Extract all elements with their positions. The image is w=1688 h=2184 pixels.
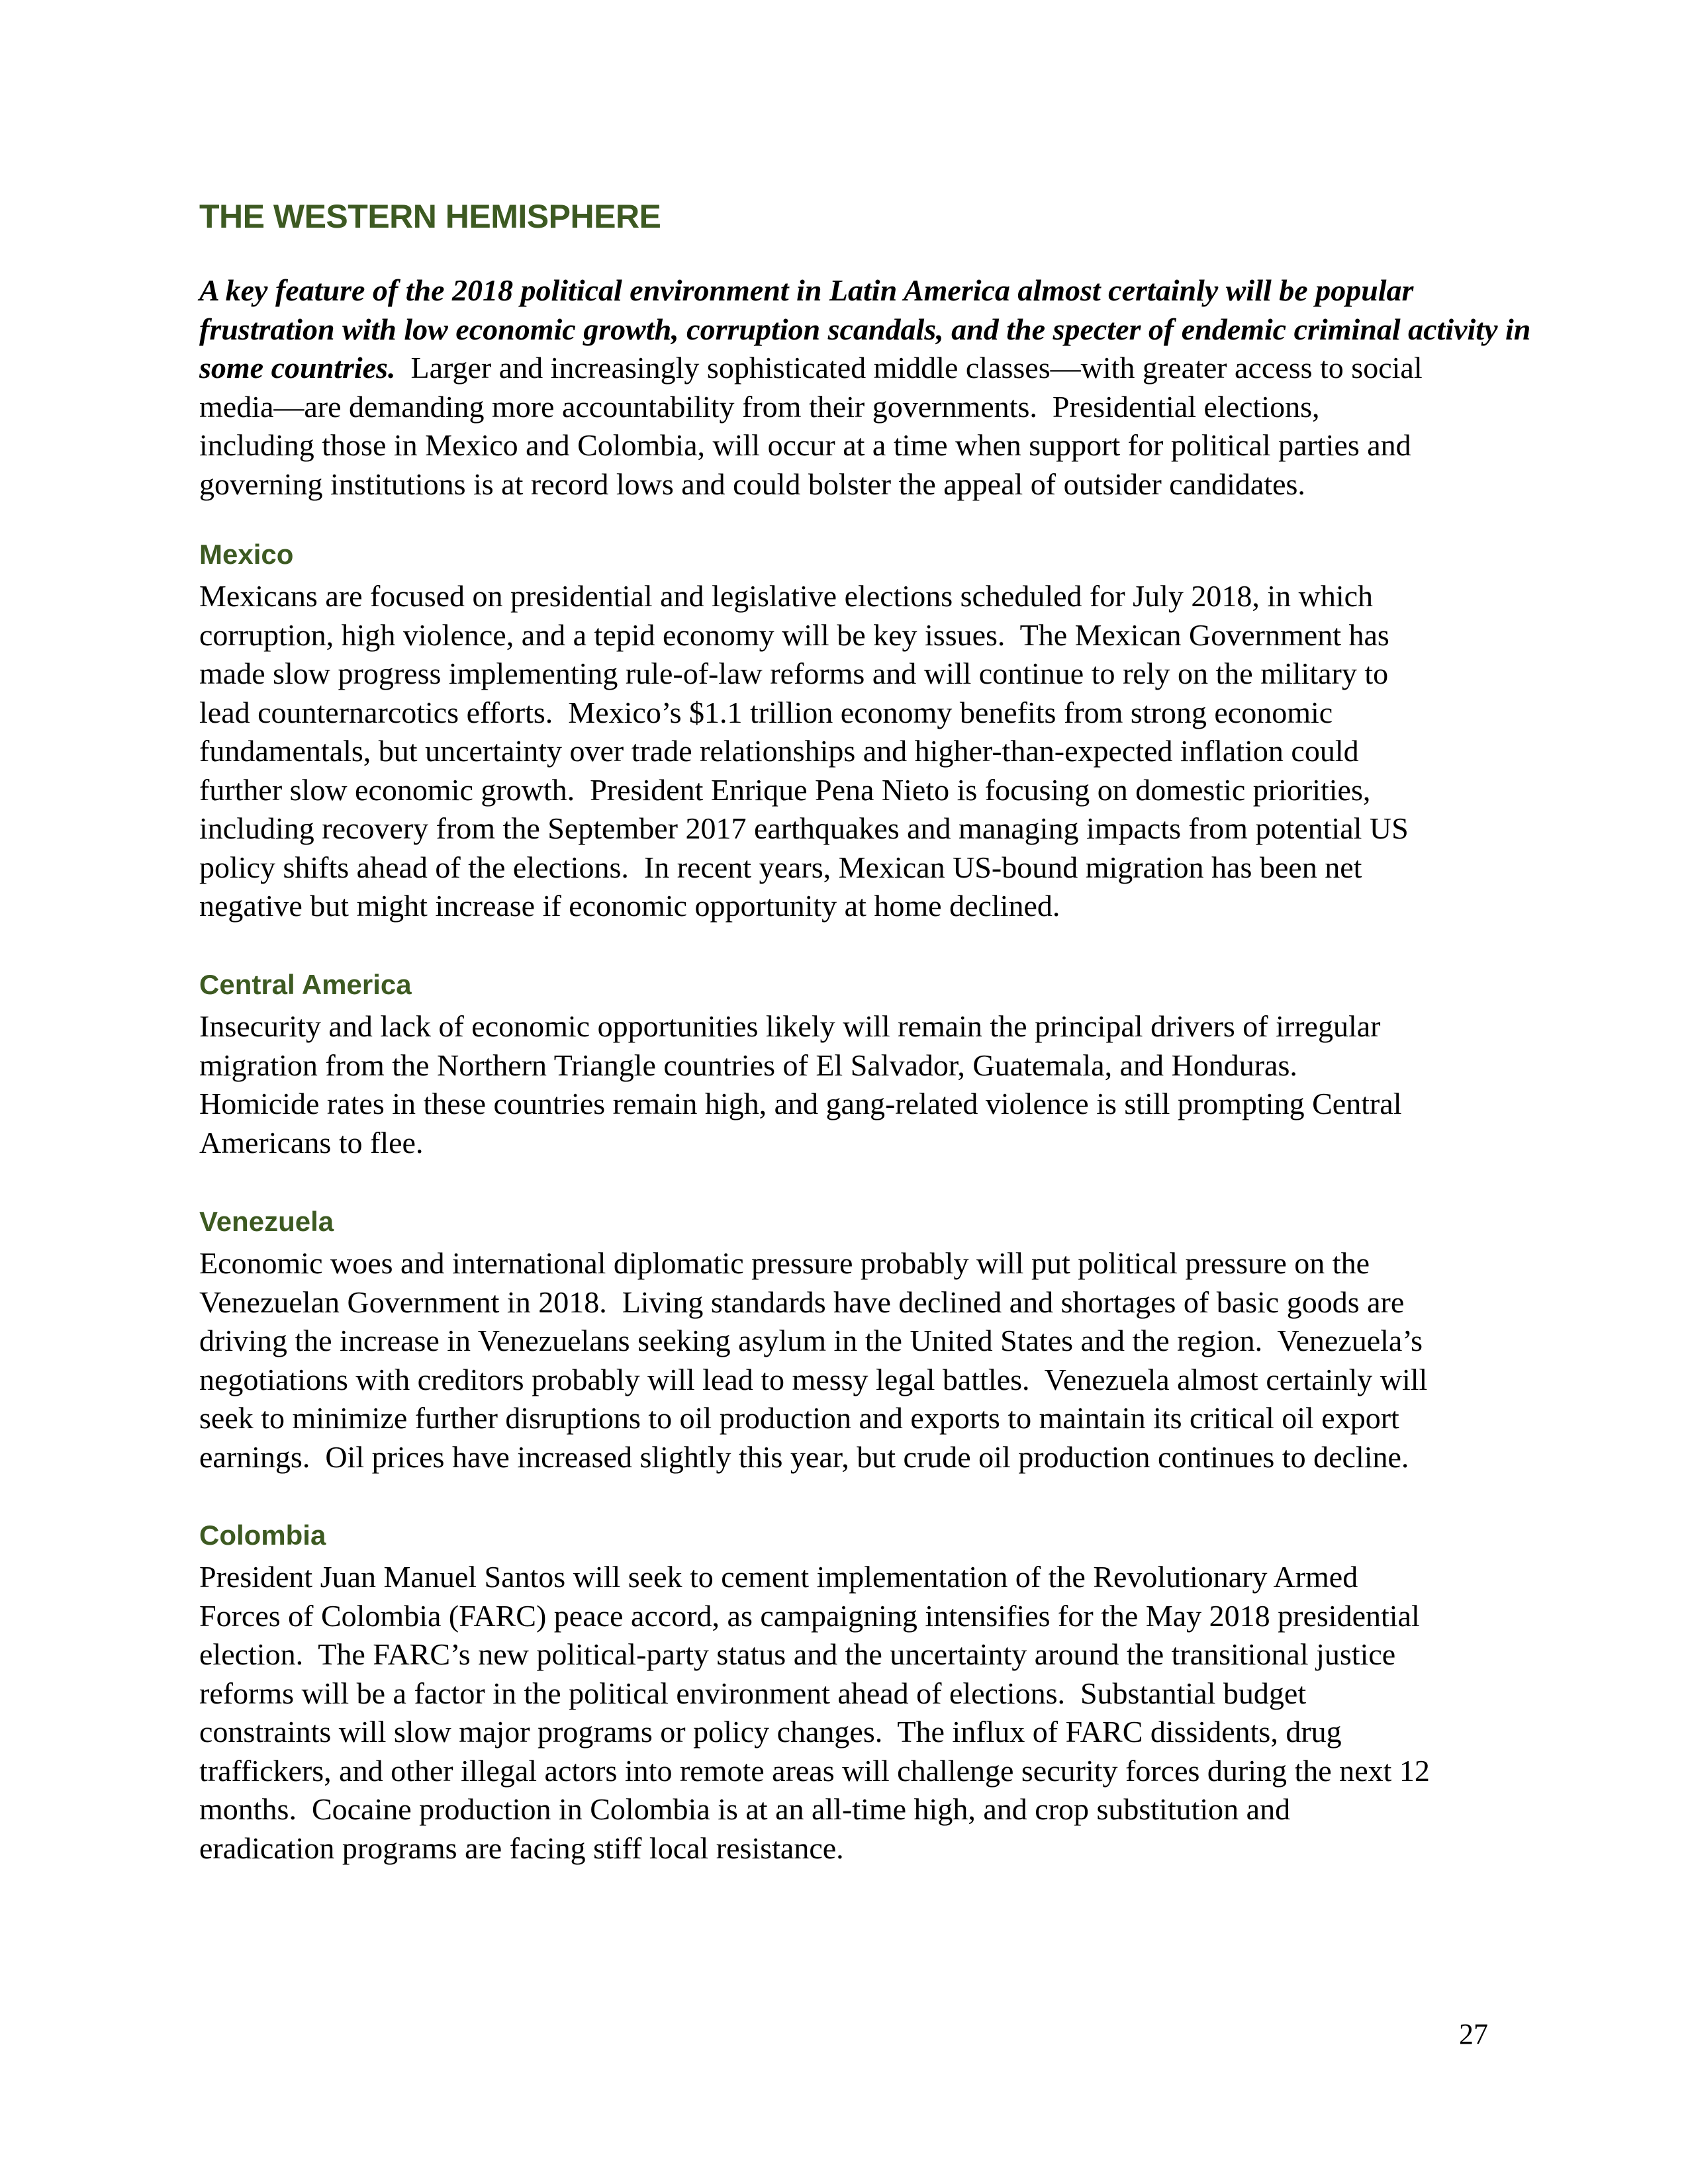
paragraph-line: Economic woes and international diplomatic pressure probably will put political pressure on the: [199, 1246, 1370, 1280]
paragraph-line: President Juan Manuel Santos will seek to cement implementation of the Revolutionary Armed: [199, 1560, 1358, 1594]
section-paragraph: [199, 1244, 1427, 1477]
intro-text: Larger and increasingly sophisticated middle classes—with greater access to social: [395, 351, 1423, 385]
intro-text: media—are demanding more accountability from their governments. Presidential elections,: [199, 389, 1320, 424]
paragraph-line: traffickers, and other illegal actors into remote areas will challenge security forces during the next 12: [199, 1753, 1430, 1788]
section-heading-venezuela: Venezuela: [199, 1206, 334, 1237]
section-heading-central-america: Central America: [199, 969, 412, 1000]
section-heading-mexico: Mexico: [199, 539, 294, 570]
paragraph-line: policy shifts ahead of the elections. In recent years, Mexican US-bound migration has been net: [199, 850, 1362, 884]
intro-bold-text: A key feature of the 2018 political environment in Latin America almost certainly will be popular: [199, 273, 1414, 307]
intro-paragraph: [199, 271, 1530, 504]
paragraph-line: Homicide rates in these countries remain high, and gang-related violence is still prompting Central: [199, 1087, 1402, 1120]
intro-text: including those in Mexico and Colombia, will occur at a time when support for political parties and: [199, 428, 1411, 462]
paragraph-line: corruption, high violence, and a tepid economy will be key issues. The Mexican Government has: [199, 617, 1389, 652]
paragraph-line: Mexicans are focused on presidential and legislative elections scheduled for July 2018, in which: [199, 579, 1374, 613]
paragraph-line: Americans to flee.: [199, 1125, 424, 1160]
section-heading-colombia: Colombia: [199, 1520, 326, 1551]
paragraph-line: Forces of Colombia (FARC) peace accord, as campaigning intensifies for the May 2018 presidential: [199, 1598, 1420, 1633]
intro-line: [199, 271, 1530, 310]
paragraph-line: earnings. Oil prices have increased slightly this year, but crude oil production continues to decline.: [199, 1439, 1409, 1474]
paragraph-line: lead counternarcotics efforts. Mexico’s $1.1 trillion economy benefits from strong economic: [199, 695, 1333, 729]
section-paragraph: [199, 1007, 1401, 1162]
paragraph-line: driving the increase in Venezuelans seeking asylum in the United States and the region. Venezuela’s: [199, 1324, 1423, 1357]
paragraph-line: constraints will slow major programs or policy changes. The influx of FARC dissidents, drug: [199, 1715, 1342, 1749]
paragraph-line: fundamentals, but uncertainty over trade relationships and higher-than-expected inflation could: [199, 734, 1359, 768]
section-paragraph: [199, 577, 1409, 926]
paragraph-line: made slow progress implementing rule-of-law reforms and will continue to rely on the military to: [199, 657, 1389, 690]
paragraph-line: Insecurity and lack of economic opportunities likely will remain the principal drivers of irregular: [199, 1009, 1381, 1043]
intro-line: [199, 310, 1530, 349]
paragraph-line: migration from the Northern Triangle countries of El Salvador, Guatemala, and Honduras.: [199, 1048, 1297, 1082]
intro-text: governing institutions is at record lows and could bolster the appeal of outsider candidates.: [199, 467, 1305, 501]
paragraph-line: further slow economic growth. President Enrique Pena Nieto is focusing on domestic priorities,: [199, 772, 1371, 807]
paragraph-line: negotiations with creditors probably will lead to messy legal battles. Venezuela almost certainly will: [199, 1362, 1428, 1396]
intro-line: [199, 388, 1530, 427]
paragraph-line: Venezuelan Government in 2018. Living standards have declined and shortages of basic goods are: [199, 1285, 1405, 1319]
intro-bold-text: frustration with low economic growth, corruption scandals, and the specter of endemic criminal activity in: [199, 312, 1531, 346]
intro-line: [199, 465, 1530, 504]
intro-line: [199, 349, 1530, 388]
paragraph-line: negative but might increase if economic opportunity at home declined.: [199, 889, 1060, 923]
paragraph-line: election. The FARC’s new political-party status and the uncertainty around the transitional justice: [199, 1637, 1396, 1671]
page-title: THE WESTERN HEMISPHERE: [199, 198, 661, 235]
paragraph-line: including recovery from the September 2017 earthquakes and managing impacts from potential US: [199, 811, 1409, 845]
paragraph-line: seek to minimize further disruptions to oil production and exports to maintain its critical oil export: [199, 1401, 1399, 1435]
section-paragraph: [199, 1558, 1430, 1868]
intro-line: [199, 426, 1530, 465]
paragraph-line: eradication programs are facing stiff local resistance.: [199, 1831, 844, 1865]
intro-bold-text: some countries.: [199, 351, 396, 385]
paragraph-line: reforms will be a factor in the political environment ahead of elections. Substantial budget: [199, 1676, 1307, 1710]
paragraph-line: months. Cocaine production in Colombia is at an all-time high, and crop substitution and: [199, 1792, 1291, 1826]
page-number: 27: [1459, 2018, 1488, 2050]
